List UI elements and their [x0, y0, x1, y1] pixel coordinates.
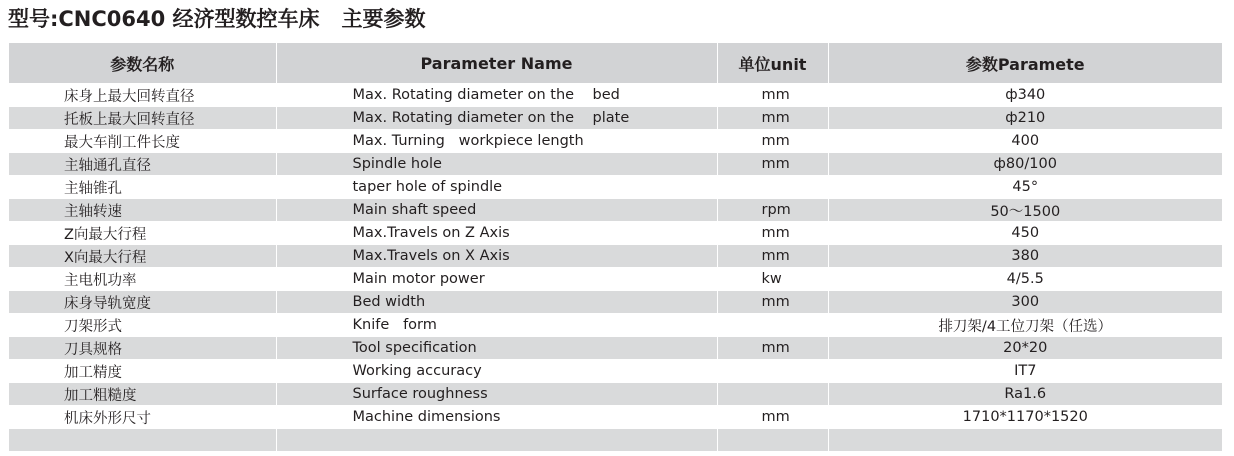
cell-unit: mm [717, 130, 828, 153]
cell-param-name-cn: 最大车削工件长度 [9, 130, 276, 153]
cell-param-name-en: Max.Travels on X Axis [276, 245, 717, 268]
cell-param-name-cn: 托板上最大回转直径 [9, 107, 276, 130]
cell-param-name-cn: 刀具规格 [9, 337, 276, 360]
cell-unit: mm [717, 337, 828, 360]
table-row [9, 360, 1222, 383]
cell-unit [717, 176, 828, 199]
cell-param-name-cn: 床身上最大回转直径 [9, 84, 276, 107]
cell-parameter-value: ф80/100 [828, 153, 1222, 176]
table-row [9, 199, 1222, 222]
cell-parameter-value [828, 429, 1222, 452]
cell-parameter-value: 4/5.5 [828, 268, 1222, 291]
parameter-table [9, 43, 1222, 451]
cell-parameter-value: 400 [828, 130, 1222, 153]
header-parameter-value: 参数Paramete [828, 43, 1222, 84]
cell-unit: mm [717, 406, 828, 429]
cell-parameter-value: 450 [828, 222, 1222, 245]
header-param-name-en: Parameter Name [276, 43, 717, 84]
cell-unit: kw [717, 268, 828, 291]
table-row [9, 406, 1222, 429]
cell-unit: mm [717, 245, 828, 268]
table-row [9, 337, 1222, 360]
cell-param-name-en: Bed width [276, 291, 717, 314]
cell-parameter-value: Ra1.6 [828, 383, 1222, 406]
cell-param-name-en: Working accuracy [276, 360, 717, 383]
table-row [9, 176, 1222, 199]
cell-param-name-cn [9, 429, 276, 452]
cell-param-name-en: taper hole of spindle [276, 176, 717, 199]
cell-unit [717, 314, 828, 337]
cell-parameter-value: 50～1500 [828, 199, 1222, 222]
cell-param-name-cn: 加工精度 [9, 360, 276, 383]
cell-unit: mm [717, 84, 828, 107]
cell-param-name-cn: 主轴转速 [9, 199, 276, 222]
cell-unit [717, 360, 828, 383]
header-unit: 单位unit [717, 43, 828, 84]
cell-param-name-cn: X向最大行程 [9, 245, 276, 268]
cell-param-name-en: Main motor power [276, 268, 717, 291]
cell-param-name-en: Max. Turning workpiece length [276, 130, 717, 153]
table-row [9, 84, 1222, 107]
cell-param-name-en: Knife form [276, 314, 717, 337]
cell-param-name-en: Surface roughness [276, 383, 717, 406]
table-row [9, 429, 1222, 452]
page-title: 型号:CNC0640 经济型数控车床 主要参数 [8, 7, 426, 31]
cell-parameter-value: ф340 [828, 84, 1222, 107]
cell-parameter-value: 45° [828, 176, 1222, 199]
table-row [9, 107, 1222, 130]
cell-param-name-cn: 主电机功率 [9, 268, 276, 291]
cell-param-name-en: Max.Travels on Z Axis [276, 222, 717, 245]
table-row [9, 245, 1222, 268]
cell-param-name-cn: 主轴通孔直径 [9, 153, 276, 176]
cell-parameter-value: 300 [828, 291, 1222, 314]
cell-param-name-en: Tool specification [276, 337, 717, 360]
table-row [9, 222, 1222, 245]
cell-param-name-cn: 机床外形尺寸 [9, 406, 276, 429]
cell-unit: mm [717, 153, 828, 176]
cell-parameter-value: IT7 [828, 360, 1222, 383]
table-row [9, 291, 1222, 314]
cell-param-name-en: Spindle hole [276, 153, 717, 176]
cell-unit [717, 429, 828, 452]
cell-unit: mm [717, 222, 828, 245]
table-row [9, 153, 1222, 176]
cell-param-name-cn: 主轴锥孔 [9, 176, 276, 199]
cell-unit [717, 383, 828, 406]
cell-param-name-en: Max. Rotating diameter on the bed [276, 84, 717, 107]
cell-param-name-en: Main shaft speed [276, 199, 717, 222]
cell-param-name-en: Max. Rotating diameter on the plate [276, 107, 717, 130]
cell-unit: mm [717, 291, 828, 314]
cell-unit: mm [717, 107, 828, 130]
table-row [9, 314, 1222, 337]
cell-parameter-value: 排刀架/4工位刀架（任选） [828, 314, 1222, 337]
cell-param-name-cn: Z向最大行程 [9, 222, 276, 245]
cell-param-name-cn: 刀架形式 [9, 314, 276, 337]
header-param-name-cn: 参数名称 [9, 43, 276, 84]
cell-param-name-en: Machine dimensions [276, 406, 717, 429]
cell-param-name-cn: 加工粗糙度 [9, 383, 276, 406]
table-row [9, 268, 1222, 291]
cell-parameter-value: ф210 [828, 107, 1222, 130]
cell-param-name-en [276, 429, 717, 452]
table-row [9, 383, 1222, 406]
cell-parameter-value: 20*20 [828, 337, 1222, 360]
table-header-row [9, 43, 1222, 84]
cell-parameter-value: 380 [828, 245, 1222, 268]
table-row [9, 130, 1222, 153]
cell-unit: rpm [717, 199, 828, 222]
cell-parameter-value: 1710*1170*1520 [828, 406, 1222, 429]
cell-param-name-cn: 床身导轨宽度 [9, 291, 276, 314]
